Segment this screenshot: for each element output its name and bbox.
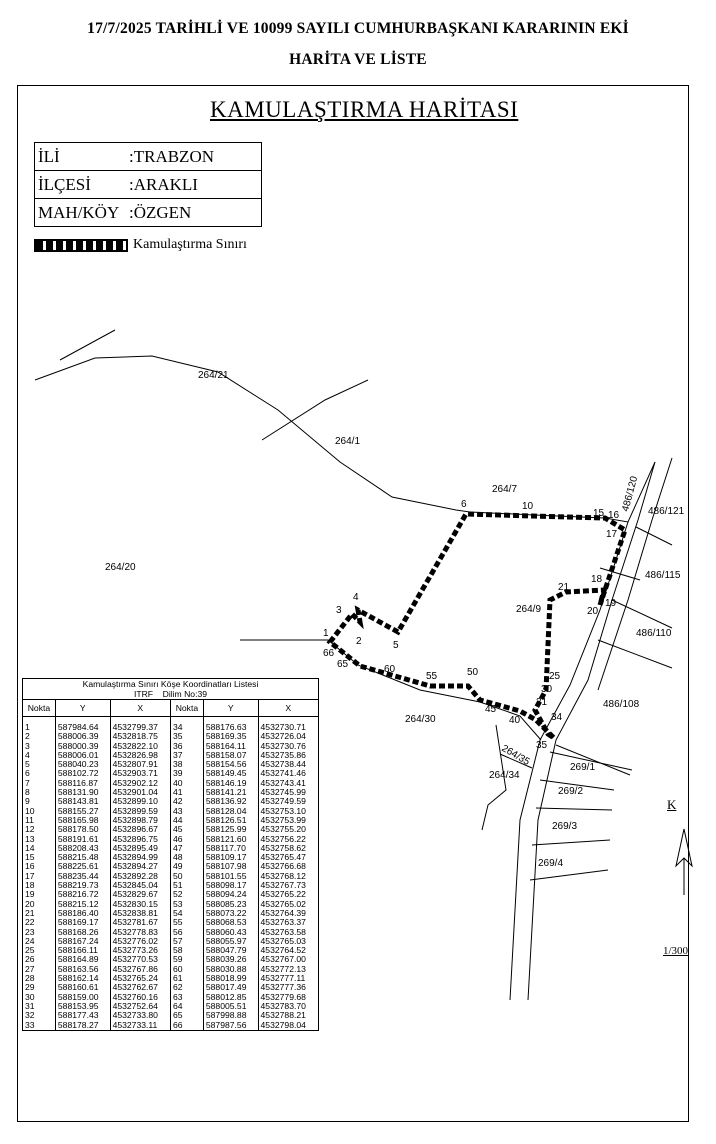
column-header: Y xyxy=(55,700,110,717)
table-cell: 588000.39 xyxy=(55,742,110,751)
table-cell: 588039.26 xyxy=(203,955,258,964)
parcel-label: 486/108 xyxy=(603,699,640,710)
table-cell: 4532763.37 xyxy=(258,918,318,927)
table-cell: 16 xyxy=(23,862,56,871)
table-cell: 588178.50 xyxy=(55,825,110,834)
table-cell: 588121.60 xyxy=(203,835,258,844)
table-cell: 44 xyxy=(170,816,203,825)
parcel-label: 486/121 xyxy=(648,506,685,517)
table-cell: 588085.23 xyxy=(203,900,258,909)
column-header: Y xyxy=(203,700,258,717)
table-cell: 588164.89 xyxy=(55,955,110,964)
table-cell: 4532776.02 xyxy=(110,937,170,946)
table-cell: 50 xyxy=(170,872,203,881)
boundary-point-label: 6 xyxy=(461,499,467,510)
table-cell: 3 xyxy=(23,742,56,751)
table-cell: 588215.12 xyxy=(55,900,110,909)
table-cell: 4532745.99 xyxy=(258,788,318,797)
parcel-label: 269/4 xyxy=(538,858,564,869)
table-cell: 4532903.71 xyxy=(110,769,170,778)
table-cell: 35 xyxy=(170,732,203,741)
parcel-label: 486/115 xyxy=(645,570,681,581)
legend-label: Kamulaştırma Sınırı xyxy=(133,237,247,252)
table-cell: 4 xyxy=(23,751,56,760)
table-cell: 588128.04 xyxy=(203,807,258,816)
table-cell: 57 xyxy=(170,937,203,946)
table-cell: 588101.55 xyxy=(203,872,258,881)
table-cell: 588107.98 xyxy=(203,862,258,871)
info-key: İLİ xyxy=(35,143,127,171)
scale-label: 1/300 xyxy=(663,945,689,957)
info-key: İLÇESİ xyxy=(35,171,127,199)
table-cell: 43 xyxy=(170,807,203,816)
north-label: K xyxy=(667,797,677,812)
info-key: MAH/KÖY xyxy=(35,199,127,227)
boundary-point-label: 18 xyxy=(591,574,603,585)
table-cell: 588126.51 xyxy=(203,816,258,825)
table-cell: 588167.24 xyxy=(55,937,110,946)
table-cell: 39 xyxy=(170,769,203,778)
parcel-label: 486/120 xyxy=(620,475,641,513)
table-cell: 54 xyxy=(170,909,203,918)
table-cell: 56 xyxy=(170,928,203,937)
table-cell: 64 xyxy=(170,1002,203,1011)
boundary-point-label: 35 xyxy=(536,740,548,751)
table-cell: 588125.99 xyxy=(203,825,258,834)
table-cell: 38 xyxy=(170,760,203,769)
column-header: X xyxy=(110,700,170,717)
table-cell: 4532778.83 xyxy=(110,928,170,937)
boundary-point-label: 15 xyxy=(593,508,605,519)
column-header: Nokta xyxy=(23,700,56,717)
table-cell: 29 xyxy=(23,983,56,992)
boundary-point-label: 25 xyxy=(549,671,561,682)
table-cell: 13 xyxy=(23,835,56,844)
boundary-point-label: 40 xyxy=(509,715,521,726)
parcel-line xyxy=(532,840,610,845)
table-cell: 588155.27 xyxy=(55,807,110,816)
datum-label: ITRF xyxy=(133,689,154,699)
parcel-line xyxy=(35,356,470,512)
table-cell: 15 xyxy=(23,853,56,862)
boundary-point-label: 45 xyxy=(485,704,497,715)
table-cell: 4532822.10 xyxy=(110,742,170,751)
table-cell: 588158.07 xyxy=(203,751,258,760)
table-cell: 4532779.68 xyxy=(258,993,318,1002)
table-cell: 588094.24 xyxy=(203,890,258,899)
table-row xyxy=(23,717,319,733)
table-cell: 4532898.79 xyxy=(110,816,170,825)
table-cell: 63 xyxy=(170,993,203,1002)
table-cell: 588109.17 xyxy=(203,853,258,862)
table-cell: 588006.01 xyxy=(55,751,110,760)
boundary-point-label: 66 xyxy=(323,648,335,659)
info-value: :TRABZON xyxy=(126,143,262,171)
table-cell: 4532901.04 xyxy=(110,788,170,797)
table-cell: 14 xyxy=(23,844,56,853)
boundary-point-label: 50 xyxy=(467,667,479,678)
document-header-line2: HARİTA VE LİSTE xyxy=(289,51,427,68)
table-cell: 4532768.12 xyxy=(258,872,318,881)
table-cell: 23 xyxy=(23,928,56,937)
table-cell: 588060.43 xyxy=(203,928,258,937)
table-cell: 4532777.36 xyxy=(258,983,318,992)
table-cell: 37 xyxy=(170,751,203,760)
table-cell: 4532733.80 xyxy=(110,1011,170,1020)
table-cell: 4532765.24 xyxy=(110,974,170,983)
table-cell: 4532764.52 xyxy=(258,946,318,955)
coordinate-table-title: Kamulaştırma Sınırı Köşe Koordinatları Listesi xyxy=(82,679,259,689)
boundary-point-label: 34 xyxy=(551,712,563,723)
expropriation-boundary xyxy=(330,514,625,738)
table-cell: 41 xyxy=(170,788,203,797)
table-cell: 588141.21 xyxy=(203,788,258,797)
parcel-line xyxy=(530,870,608,880)
table-cell: 22 xyxy=(23,918,56,927)
boundary-point-label: 5 xyxy=(393,640,399,651)
boundary-point-label: 10 xyxy=(522,501,534,512)
coordinate-table xyxy=(22,678,319,1031)
zone-label: Dilim No:39 xyxy=(162,689,208,699)
table-cell: 588216.72 xyxy=(55,890,110,899)
table-cell: 4532755.20 xyxy=(258,825,318,834)
table-cell: 588040.23 xyxy=(55,760,110,769)
table-cell: 588225.61 xyxy=(55,862,110,871)
table-cell: 7 xyxy=(23,779,56,788)
table-cell: 4532735.86 xyxy=(258,751,318,760)
table-cell: 4532783.70 xyxy=(258,1002,318,1011)
table-cell: 4532764.39 xyxy=(258,909,318,918)
table-cell: 588030.88 xyxy=(203,965,258,974)
table-cell: 4532830.15 xyxy=(110,900,170,909)
table-cell: 66 xyxy=(170,1021,203,1031)
coordinate-table-subtitle xyxy=(25,689,316,699)
table-cell: 588131.90 xyxy=(55,788,110,797)
table-cell: 4532767.00 xyxy=(258,955,318,964)
table-cell: 588154.56 xyxy=(203,760,258,769)
table-cell: 24 xyxy=(23,937,56,946)
table-cell: 4532902.12 xyxy=(110,779,170,788)
table-cell: 48 xyxy=(170,853,203,862)
table-cell: 62 xyxy=(170,983,203,992)
table-cell: 4532765.03 xyxy=(258,937,318,946)
boundary-point-label: 19 xyxy=(605,598,617,609)
boundary-point-label: 17 xyxy=(606,529,618,540)
table-cell: 28 xyxy=(23,974,56,983)
table-cell: 588235.44 xyxy=(55,872,110,881)
table-cell: 27 xyxy=(23,965,56,974)
table-cell: 36 xyxy=(170,742,203,751)
table-cell: 4532826.98 xyxy=(110,751,170,760)
table-cell: 4532726.04 xyxy=(258,732,318,741)
table-cell: 4532799.37 xyxy=(110,717,170,733)
table-cell: 4532807.91 xyxy=(110,760,170,769)
table-cell: 588012.85 xyxy=(203,993,258,1002)
table-cell: 587987.56 xyxy=(203,1021,258,1031)
table-cell: 4532767.73 xyxy=(258,881,318,890)
table-cell: 588146.19 xyxy=(203,779,258,788)
table-cell: 588136.92 xyxy=(203,797,258,806)
table-cell: 588160.61 xyxy=(55,983,110,992)
table-cell: 588178.27 xyxy=(55,1021,110,1031)
table-cell: 17 xyxy=(23,872,56,881)
table-cell: 4532798.04 xyxy=(258,1021,318,1031)
table-cell: 588219.73 xyxy=(55,881,110,890)
table-cell: 588168.26 xyxy=(55,928,110,937)
parcel-line xyxy=(636,527,672,545)
table-cell: 588169.35 xyxy=(203,732,258,741)
table-cell: 19 xyxy=(23,890,56,899)
parcel-label: 269/1 xyxy=(570,762,596,773)
table-cell: 65 xyxy=(170,1011,203,1020)
point-labels xyxy=(323,499,620,751)
boundary-point-label: 20 xyxy=(587,606,599,617)
table-cell: 588073.22 xyxy=(203,909,258,918)
table-cell: 4532899.10 xyxy=(110,797,170,806)
table-cell: 4532730.71 xyxy=(258,717,318,733)
table-cell: 4532829.67 xyxy=(110,890,170,899)
table-cell: 61 xyxy=(170,974,203,983)
document-header-line1: 17/7/2025 TARİHLİ VE 10099 SAYILI CUMHURBAŞKANI KARARININ EKİ xyxy=(87,20,629,37)
table-cell: 4532896.75 xyxy=(110,835,170,844)
table-cell: 588149.45 xyxy=(203,769,258,778)
table-cell: 4532763.58 xyxy=(258,928,318,937)
parcel-label: 264/20 xyxy=(105,562,136,573)
parcel-line xyxy=(600,568,640,580)
table-cell: 588166.11 xyxy=(55,946,110,955)
boundary-point-label: 21 xyxy=(558,582,570,593)
table-cell: 10 xyxy=(23,807,56,816)
table-cell: 1 xyxy=(23,717,56,733)
table-cell: 4532895.49 xyxy=(110,844,170,853)
table-cell: 588143.81 xyxy=(55,797,110,806)
parcel-label: 269/3 xyxy=(552,821,578,832)
table-cell: 6 xyxy=(23,769,56,778)
column-header: X xyxy=(258,700,318,717)
table-cell: 40 xyxy=(170,779,203,788)
table-row xyxy=(23,1021,319,1031)
boundary-point-label: 55 xyxy=(426,671,438,682)
parcel-line xyxy=(536,808,612,810)
table-cell: 4532894.99 xyxy=(110,853,170,862)
table-cell: 4532743.41 xyxy=(258,779,318,788)
parcel-label: 264/21 xyxy=(198,370,229,381)
table-cell: 588102.72 xyxy=(55,769,110,778)
table-cell: 4532749.59 xyxy=(258,797,318,806)
table-cell: 53 xyxy=(170,900,203,909)
table-cell: 55 xyxy=(170,918,203,927)
table-cell: 4532899.59 xyxy=(110,807,170,816)
parcel-line xyxy=(598,640,672,668)
table-cell: 45 xyxy=(170,825,203,834)
table-cell: 588047.79 xyxy=(203,946,258,955)
table-cell: 12 xyxy=(23,825,56,834)
boundary-point-label: 4 xyxy=(353,592,359,603)
table-cell: 588177.43 xyxy=(55,1011,110,1020)
table-cell: 588017.49 xyxy=(203,983,258,992)
table-cell: 5 xyxy=(23,760,56,769)
table-cell: 4532753.99 xyxy=(258,816,318,825)
boundary-point-label: 60 xyxy=(384,664,396,675)
table-cell: 4532756.22 xyxy=(258,835,318,844)
boundary-point-label: 16 xyxy=(608,510,620,521)
parcel-label: 264/1 xyxy=(335,436,361,447)
table-cell: 42 xyxy=(170,797,203,806)
parcel-label: 264/9 xyxy=(516,604,542,615)
table-cell: 60 xyxy=(170,965,203,974)
table-cell: 4532730.76 xyxy=(258,742,318,751)
table-cell: 588005.51 xyxy=(203,1002,258,1011)
table-cell: 20 xyxy=(23,900,56,909)
boundary-point-label: 30 xyxy=(541,684,553,695)
table-cell: 4532781.67 xyxy=(110,918,170,927)
table-cell: 34 xyxy=(170,717,203,733)
table-cell: 4532767.86 xyxy=(110,965,170,974)
parcel-label: 264/34 xyxy=(489,770,520,781)
table-cell: 588018.99 xyxy=(203,974,258,983)
table-cell: 4532773.26 xyxy=(110,946,170,955)
boundary-point-label: 1 xyxy=(323,628,329,639)
parcel-label: 264/30 xyxy=(405,714,436,725)
table-cell: 4532777.11 xyxy=(258,974,318,983)
table-cell: 4532738.44 xyxy=(258,760,318,769)
table-cell: 588169.17 xyxy=(55,918,110,927)
parcel-label: 269/2 xyxy=(558,786,584,797)
table-cell: 4532788.21 xyxy=(258,1011,318,1020)
boundary-point-label: 2 xyxy=(356,636,362,647)
table-cell: 588186.40 xyxy=(55,909,110,918)
info-value: :ÖZGEN xyxy=(126,199,262,227)
table-cell: 4532766.68 xyxy=(258,862,318,871)
table-cell: 4532752.64 xyxy=(110,1002,170,1011)
coordinate-table-header xyxy=(23,700,319,717)
table-cell: 4532765.02 xyxy=(258,900,318,909)
table-cell: 25 xyxy=(23,946,56,955)
parcel-label: 486/110 xyxy=(636,628,672,639)
table-cell: 31 xyxy=(23,1002,56,1011)
table-cell: 588068.53 xyxy=(203,918,258,927)
map-title: KAMULAŞTIRMA HARİTASI xyxy=(210,97,519,122)
table-cell: 588159.00 xyxy=(55,993,110,1002)
table-cell: 33 xyxy=(23,1021,56,1031)
table-cell: 588098.17 xyxy=(203,881,258,890)
table-cell: 4532838.81 xyxy=(110,909,170,918)
table-cell: 588116.87 xyxy=(55,779,110,788)
table-cell: 47 xyxy=(170,844,203,853)
table-cell: 8 xyxy=(23,788,56,797)
table-cell: 4532758.62 xyxy=(258,844,318,853)
boundary-point-label: 31 xyxy=(536,697,548,708)
table-cell: 11 xyxy=(23,816,56,825)
table-cell: 588208.43 xyxy=(55,844,110,853)
table-cell: 588191.61 xyxy=(55,835,110,844)
coordinate-table-caption xyxy=(23,679,319,700)
table-cell: 588117.70 xyxy=(203,844,258,853)
table-cell: 588055.97 xyxy=(203,937,258,946)
parcel-line xyxy=(60,330,115,360)
table-cell: 49 xyxy=(170,862,203,871)
table-cell: 4532770.53 xyxy=(110,955,170,964)
boundary-point-label: 3 xyxy=(336,605,342,616)
table-cell: 9 xyxy=(23,797,56,806)
table-cell: 4532892.28 xyxy=(110,872,170,881)
info-value: :ARAKLI xyxy=(126,171,262,199)
table-cell: 588164.11 xyxy=(203,742,258,751)
table-cell: 4532762.67 xyxy=(110,983,170,992)
table-cell: 588165.98 xyxy=(55,816,110,825)
parcel-label: 264/7 xyxy=(492,484,518,495)
table-cell: 52 xyxy=(170,890,203,899)
table-cell: 30 xyxy=(23,993,56,1002)
table-cell: 4532894.27 xyxy=(110,862,170,871)
table-cell: 21 xyxy=(23,909,56,918)
table-cell: 4532765.22 xyxy=(258,890,318,899)
parcel-line xyxy=(612,600,672,628)
table-cell: 4532845.04 xyxy=(110,881,170,890)
table-cell: 4532772.13 xyxy=(258,965,318,974)
table-cell: 4532733.11 xyxy=(110,1021,170,1031)
table-cell: 4532753.10 xyxy=(258,807,318,816)
boundary-point-label: 65 xyxy=(337,659,349,670)
table-cell: 46 xyxy=(170,835,203,844)
table-cell: 588153.95 xyxy=(55,1002,110,1011)
table-cell: 588006.39 xyxy=(55,732,110,741)
coordinate-table-body xyxy=(23,717,319,1031)
column-header: Nokta xyxy=(170,700,203,717)
table-cell: 587998.88 xyxy=(203,1011,258,1020)
table-cell: 4532896.67 xyxy=(110,825,170,834)
table-cell: 51 xyxy=(170,881,203,890)
table-cell: 26 xyxy=(23,955,56,964)
table-cell: 58 xyxy=(170,946,203,955)
table-cell: 2 xyxy=(23,732,56,741)
parcel-label: 264/35 xyxy=(499,743,532,768)
table-cell: 18 xyxy=(23,881,56,890)
table-cell: 4532741.46 xyxy=(258,769,318,778)
table-cell: 587984.64 xyxy=(55,717,110,733)
table-cell: 4532765.47 xyxy=(258,853,318,862)
table-cell: 59 xyxy=(170,955,203,964)
table-cell: 4532818.75 xyxy=(110,732,170,741)
table-cell: 588162.14 xyxy=(55,974,110,983)
table-cell: 588176.63 xyxy=(203,717,258,733)
table-cell: 4532760.16 xyxy=(110,993,170,1002)
table-cell: 588163.56 xyxy=(55,965,110,974)
north-arrow-icon xyxy=(676,829,692,895)
table-cell: 32 xyxy=(23,1011,56,1020)
table-cell: 588215.48 xyxy=(55,853,110,862)
